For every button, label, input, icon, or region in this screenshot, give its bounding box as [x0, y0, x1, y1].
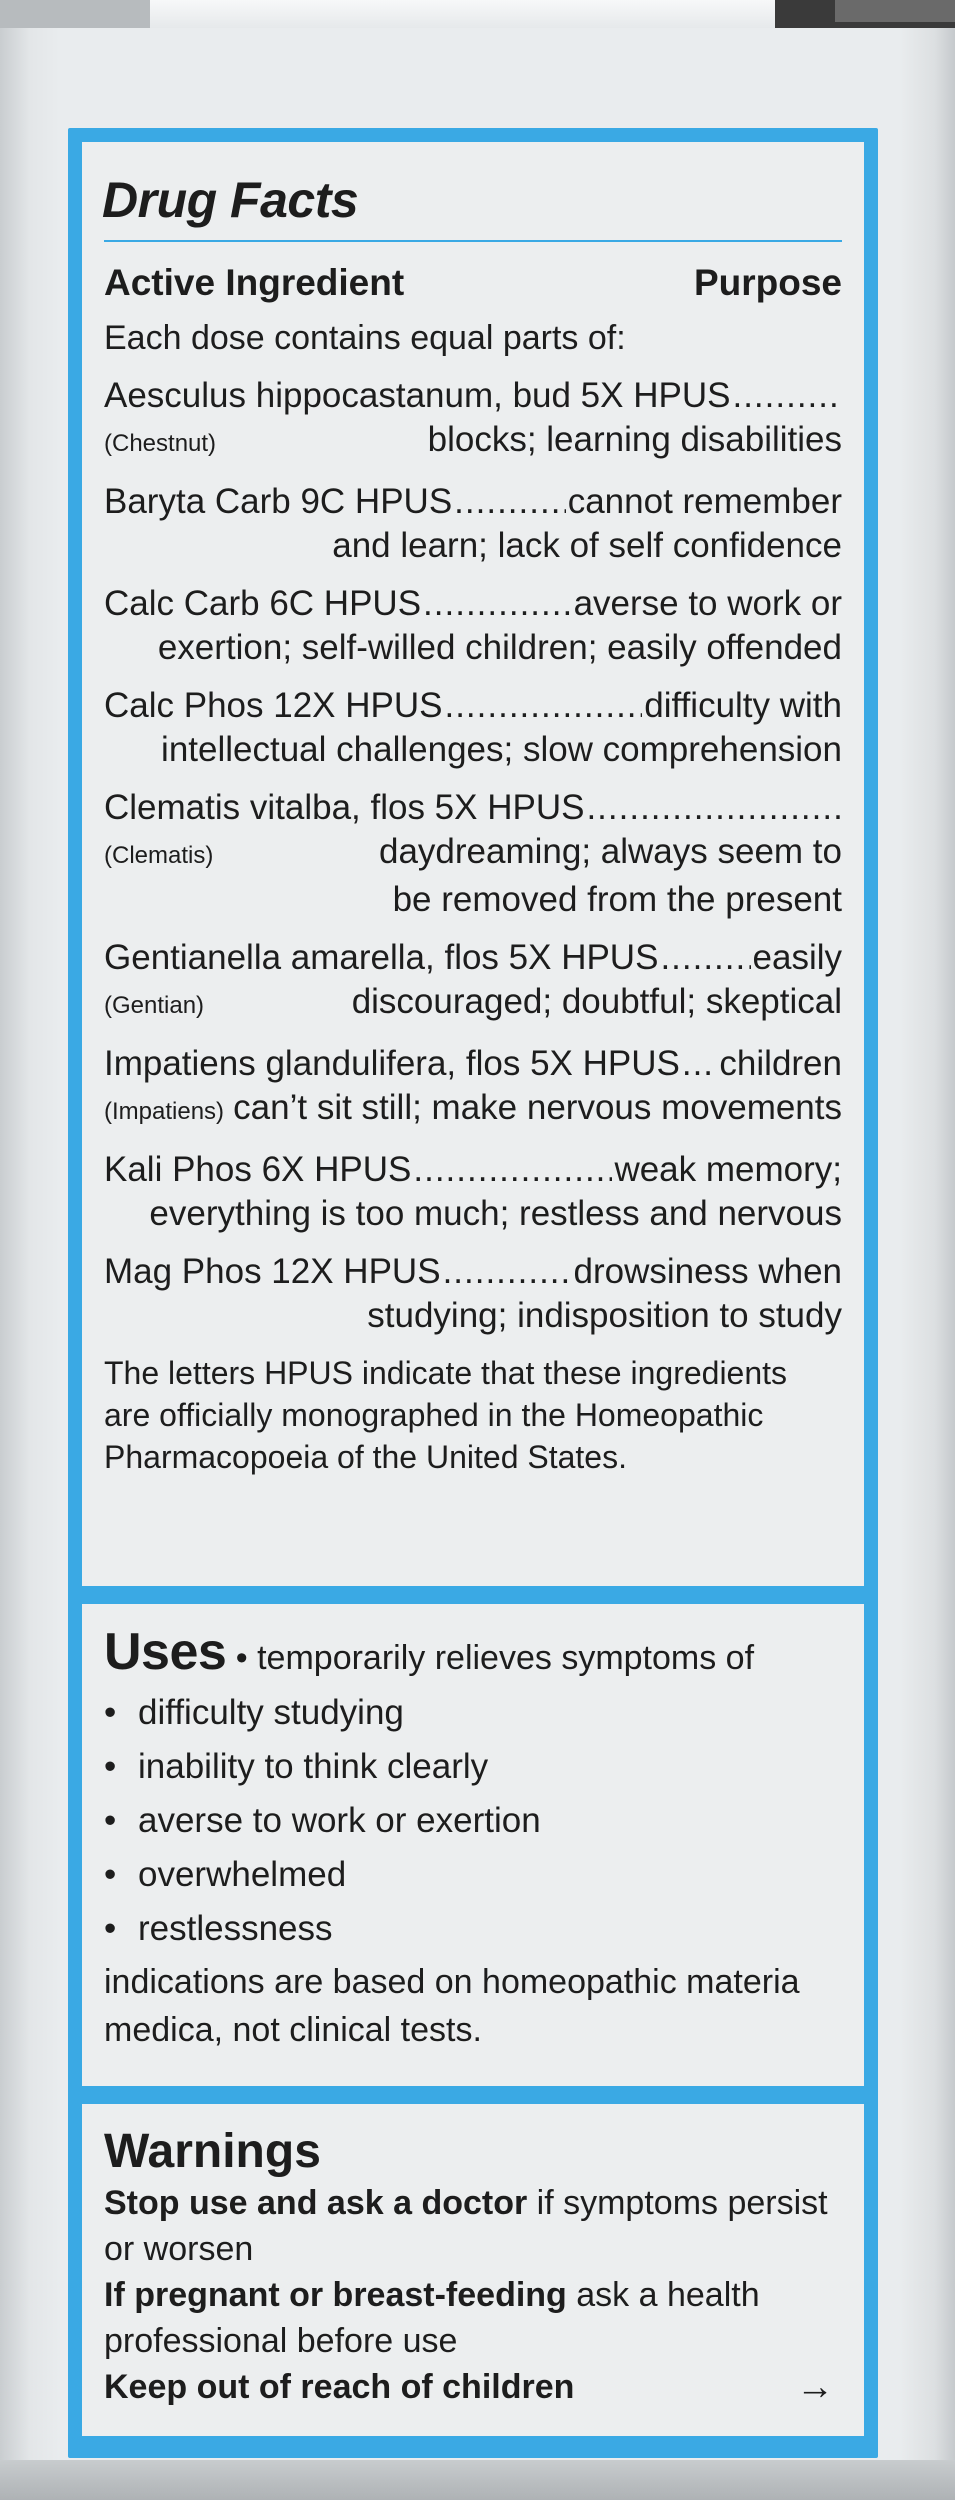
warning-stop-use-bold: Stop use and ask a doctor [104, 2184, 528, 2222]
ingredient-row [104, 374, 842, 418]
ingredient-row [104, 936, 842, 980]
ingredient-common-name: (Clematis) [104, 842, 214, 869]
warning-children [104, 2364, 842, 2410]
ingredient-row-common [104, 418, 842, 466]
ingredient-purpose-start: weak memory; [614, 1150, 842, 1189]
warning-children-bold: Keep out of reach of children [104, 2368, 575, 2406]
ingredient-common-name: (Gentian) [104, 992, 205, 1019]
ingredient-name: Calc Phos 12X HPUS [104, 686, 443, 725]
ingredient-purpose-start: children [719, 1044, 842, 1083]
ingredient-purpose-start: cannot remember [567, 482, 842, 521]
flap-shadow-left [0, 0, 150, 28]
uses-section [82, 1604, 864, 2086]
dose-intro: Each dose contains equal parts of: [104, 319, 626, 357]
leader-dots [682, 1042, 718, 1086]
ingredient-purpose-start: difficulty with [644, 686, 842, 725]
ingredient-name: Mag Phos 12X HPUS [104, 1252, 441, 1291]
leader-dots [660, 936, 750, 980]
drug-facts-section [82, 142, 864, 1586]
uses-item: • inability to think clearly [104, 1740, 842, 1794]
ingredient-name: Clematis vitalba, flos 5X HPUS [104, 788, 585, 827]
ingredient-common-name: (Impatiens) [104, 1098, 225, 1125]
ingredient-purpose-start: averse to work or [573, 584, 842, 623]
uses-heading: Uses [104, 1623, 227, 1681]
ingredient-row-common [104, 830, 842, 878]
leader-dots [444, 684, 642, 728]
ingredient-name: Calc Carb 6C HPUS [104, 584, 422, 623]
ingredient-row [104, 582, 842, 626]
ingredient-row [104, 480, 842, 524]
ingredient-purpose: can’t sit still; make nervous movements [233, 1088, 842, 1127]
ingredient-purpose: studying; indisposition to study [367, 1296, 842, 1335]
ingredient-row-common [104, 1086, 842, 1134]
ingredient-entry [104, 480, 842, 568]
uses-item: • difficulty studying [104, 1686, 842, 1740]
package-bottom-edge [0, 2460, 955, 2500]
warnings-section [82, 2104, 864, 2436]
uses-item: • restlessness [104, 1902, 842, 1956]
ingredient-entry [104, 1250, 842, 1338]
ingredient-name: Gentianella amarella, flos 5X HPUS [104, 938, 659, 977]
flap-edge-right [835, 0, 955, 22]
ingredient-purpose: be removed from the present [392, 880, 842, 919]
ingredient-entry [104, 786, 842, 922]
uses-lead: • temporarily relieves symptoms of [235, 1639, 755, 1677]
active-ingredient-header: Active Ingredient [104, 262, 405, 303]
uses-list [104, 1686, 842, 1956]
ingredient-entry [104, 936, 842, 1028]
ingredient-purpose-start: easily [752, 938, 842, 977]
ingredient-entry [104, 1148, 842, 1236]
ingredient-row [104, 684, 842, 728]
leader-dots [413, 1148, 612, 1192]
ingredient-purpose: blocks; learning disabilities [427, 420, 842, 459]
leader-dots [586, 786, 840, 830]
ingredient-name: Kali Phos 6X HPUS [104, 1150, 412, 1189]
ingredient-row [104, 1250, 842, 1294]
column-headers [104, 260, 842, 306]
warning-stop-use [104, 2180, 842, 2272]
ingredient-purpose: intellectual challenges; slow comprehension [161, 730, 842, 769]
continue-arrow-icon: → [796, 2366, 834, 2408]
ingredient-row [104, 1148, 842, 1192]
ingredient-common-name: (Chestnut) [104, 430, 217, 457]
uses-item: • averse to work or exertion [104, 1794, 842, 1848]
package-top-flap [0, 0, 955, 28]
ingredient-purpose: and learn; lack of self confidence [332, 526, 842, 565]
ingredient-row [104, 1042, 842, 1086]
warning-pregnant-text: ask a health professional before use [104, 2276, 760, 2360]
ingredient-purpose: daydreaming; always seem to [379, 832, 842, 871]
warning-pregnant-bold: If pregnant or breast-feeding [104, 2276, 567, 2314]
ingredient-name: Impatiens glandulifera, flos 5X HPUS [104, 1044, 680, 1083]
ingredient-purpose: everything is too much; restless and nervous [149, 1194, 842, 1233]
ingredient-purpose: discouraged; doubtful; skeptical [351, 982, 842, 1021]
ingredient-entry [104, 374, 842, 466]
ingredient-entry [104, 1042, 842, 1134]
drug-facts-panel [68, 128, 878, 2458]
warning-pregnant [104, 2272, 842, 2364]
purpose-header: Purpose [693, 262, 842, 303]
ingredient-name: Aesculus hippocastanum, bud 5X HPUS [104, 376, 731, 415]
uses-header [104, 1624, 842, 1686]
warnings-heading: Warnings [104, 2125, 321, 2178]
ingredient-purpose: exertion; self-willed children; easily offended [157, 628, 842, 667]
hpus-note: The letters HPUS indicate that these ingredients are officially monographed in the Homeopathic Pharmacopoeia of the United States. [104, 1355, 788, 1475]
leader-dots [454, 480, 566, 524]
ingredient-list [104, 374, 842, 1338]
ingredient-purpose-start: drowsiness when [573, 1252, 842, 1291]
warning-stop-use-text: if symptoms persist or worsen [104, 2184, 828, 2268]
ingredient-entry [104, 684, 842, 772]
uses-item: • overwhelmed [104, 1848, 842, 1902]
leader-dots [443, 1250, 572, 1294]
title-divider [104, 240, 842, 242]
leader-dots [732, 374, 840, 418]
ingredient-entry [104, 582, 842, 670]
ingredient-row-common [104, 980, 842, 1028]
leader-dots [423, 582, 572, 626]
drug-facts-title: Drug Facts [102, 172, 359, 228]
ingredient-row [104, 786, 842, 830]
uses-note: indications are based on homeopathic materia medica, not clinical tests. [104, 1963, 800, 2049]
ingredient-name: Baryta Carb 9C HPUS [104, 482, 453, 521]
